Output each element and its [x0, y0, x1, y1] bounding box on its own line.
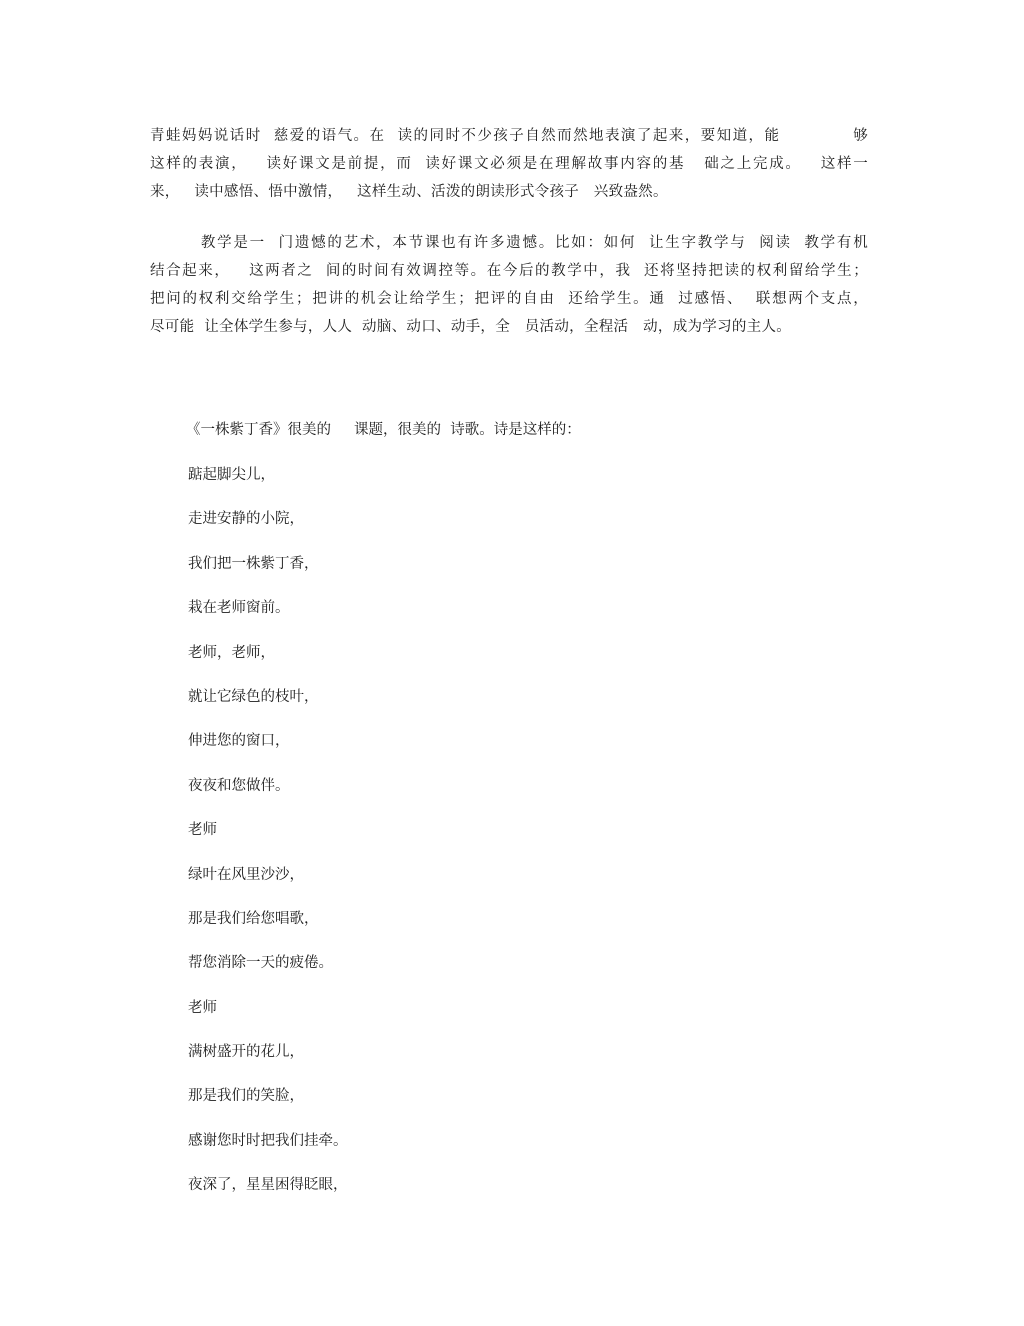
poem-line: 老师: [188, 822, 217, 839]
poem-line: 感谢您时时把我们挂牵。: [188, 1132, 348, 1149]
poem-line: 我们把一株紫丁香，: [188, 555, 319, 572]
paragraph-line: 把问的权利交给学生；把讲的机会让给学生；把评的自由 还给学生。通 过感悟、 联想两个支点，: [150, 291, 868, 307]
poem-line: 走进安静的小院，: [188, 511, 304, 528]
poem-intro: 《一株紫丁香》很美的 课题，很美的 诗歌。诗是这样的：: [186, 422, 581, 438]
paragraph-line: 这样的表演， 读好课文是前提，而 读好课文必须是在理解故事内容的基 础之上完成。 这样一: [150, 156, 868, 172]
poem-line: 踮起脚尖儿，: [188, 467, 275, 483]
poem-line: 绿叶在风里沙沙，: [188, 866, 304, 883]
paragraph-line: 教学是一 门遗憾的艺术，本节课也有许多遗憾。比如：如何 让生字教学与 阅读 教学有机: [150, 235, 868, 251]
paragraph-line: 结合起来， 这两者之 间的时间有效调控等。在今后的教学中，我 还将坚持把读的权利留给学生；: [150, 263, 868, 279]
poem-line: 老师: [188, 999, 217, 1016]
poem-line: 伸进您的窗口，: [188, 733, 290, 750]
poem-line: 满树盛开的花儿，: [188, 1044, 304, 1061]
paragraph-reading-comprehension: [150, 122, 868, 206]
poem-line: 夜深了，星星困得眨眼，: [188, 1177, 348, 1194]
poem-line: 栽在老师窗前。: [188, 600, 290, 617]
poem-line: 就让它绿色的枝叶，: [188, 688, 319, 705]
paragraph-line: 来， 读中感悟、悟中激情， 这样生动、活泼的朗读形式令孩子 兴致盎然。: [150, 184, 668, 200]
paragraph-line: 尽可能 让全体学生参与，人人 动脑、动口、动手，全 员活动，全程活 动，成为学习的主人。: [150, 319, 792, 335]
poem-line: 夜夜和您做伴。: [188, 777, 290, 794]
poem-line: 老师，老师，: [188, 644, 275, 661]
paragraph-line: 青蛙妈妈说话时 慈爱的语气。在 读的同时不少孩子自然而然地表演了起来，要知道，能 够: [150, 128, 868, 144]
paragraph-teaching-reflection: [150, 229, 868, 341]
poem-line: 帮您消除一天的疲倦。: [188, 955, 333, 972]
poem-lines: [188, 463, 348, 1218]
poem-line: 那是我们给您唱歌，: [188, 910, 319, 927]
poem-line: 那是我们的笑脸，: [188, 1088, 304, 1105]
